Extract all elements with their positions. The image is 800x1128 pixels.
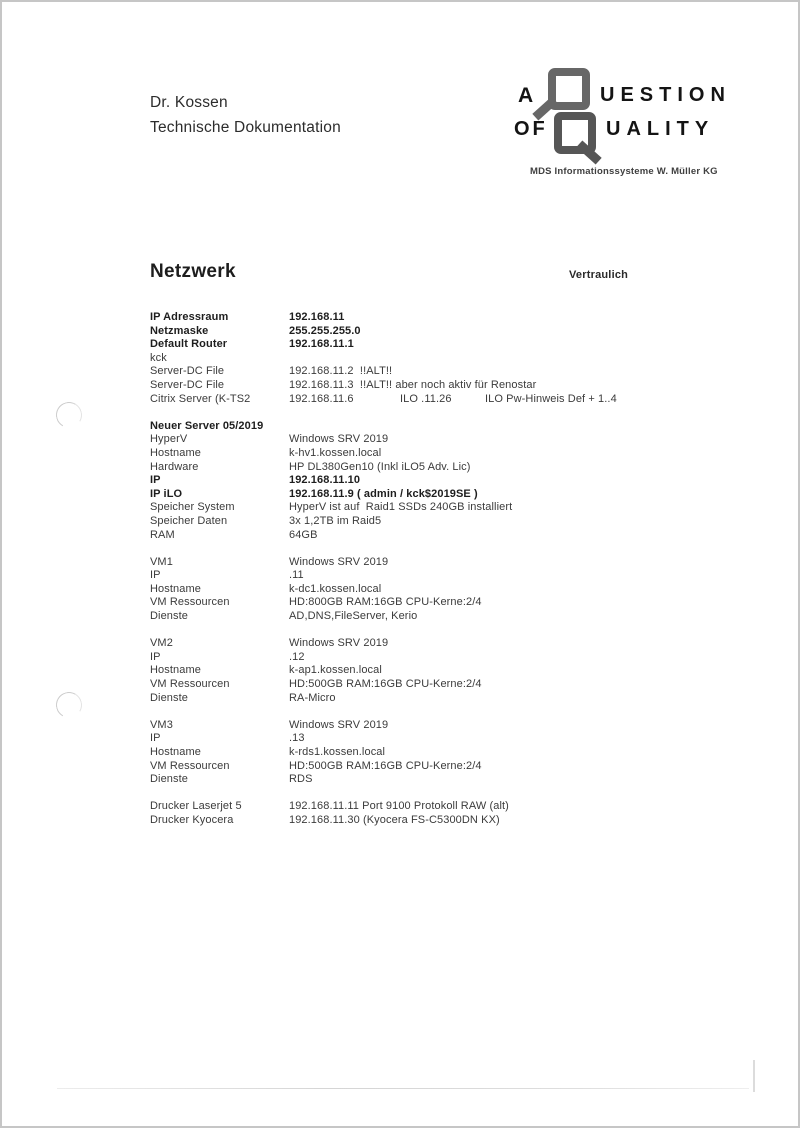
row-label: Dienste: [150, 610, 188, 623]
row-label: VM Ressourcen: [150, 678, 230, 691]
row-value: ILO Pw-Hinweis Def + 1..4: [485, 392, 617, 405]
doc-row: [150, 447, 750, 461]
row-label: VM Ressourcen: [150, 596, 230, 609]
row-value: AD,DNS,FileServer, Kerio: [289, 610, 418, 623]
row-value: 192.168.11.11 Port 9100 Protokoll RAW (alt): [289, 800, 509, 813]
section-vm3: [150, 719, 750, 787]
row-value: HD:800GB RAM:16GB CPU-Kerne:2/4: [289, 596, 482, 609]
row-value: 192.168.11.10: [289, 474, 361, 487]
row-label: Server-DC File: [150, 365, 225, 378]
logo-word-uestion: UESTION: [600, 84, 731, 106]
row-value: 192.168.11.6: [289, 392, 354, 405]
row-value: 192.168.11: [289, 311, 345, 323]
doc-row: [150, 773, 750, 787]
question-of-quality-logo: [514, 68, 749, 178]
row-label: Hostname: [150, 582, 201, 595]
doc-row: [150, 461, 750, 475]
logo-letter-a: A: [518, 84, 534, 107]
row-label: Hostname: [150, 446, 201, 459]
row-value: k-ap1.kossen.local: [289, 664, 382, 677]
row-label: Dienste: [150, 773, 188, 786]
section-drucker: [150, 800, 750, 827]
sender-subtitle: Technische Dokumentation: [150, 119, 341, 136]
doc-row: [150, 583, 750, 597]
doc-row: [150, 596, 750, 610]
row-label: Netzmaske: [150, 324, 209, 337]
row-value: 255.255.255.0: [289, 324, 361, 337]
doc-row: [150, 311, 750, 325]
row-value: HyperV ist auf Raid1 SSDs 240GB installiert: [289, 501, 513, 514]
row-value: Windows SRV 2019: [289, 718, 389, 731]
row-label: Server-DC File: [150, 378, 225, 391]
row-value: k-rds1.kossen.local: [289, 746, 386, 758]
row-label: IP Adressraum: [150, 311, 229, 323]
row-value: .11: [289, 569, 304, 582]
doc-row: [150, 800, 750, 814]
row-label: IP: [150, 732, 161, 745]
row-label: VM1: [150, 555, 173, 568]
doc-row: [150, 501, 750, 515]
document-sections: [150, 311, 750, 841]
row-value: Windows SRV 2019: [289, 637, 389, 650]
row-label: Drucker Kyocera: [150, 813, 234, 826]
company-name: MDS Informationssysteme W. Müller KG: [530, 166, 718, 177]
section-vm2: [150, 637, 750, 705]
row-label: Dienste: [150, 691, 188, 704]
row-label: kck: [150, 351, 167, 364]
row-label: Hardware: [150, 460, 199, 473]
doc-row: [150, 379, 750, 393]
doc-row: [150, 760, 750, 774]
row-label: Speicher System: [150, 501, 235, 514]
row-value: k-hv1.kossen.local: [289, 446, 382, 459]
row-label: HyperV: [150, 433, 188, 446]
row-value: 3x 1,2TB im Raid5: [289, 514, 382, 527]
doc-row: [150, 352, 750, 366]
row-value: RDS: [289, 773, 313, 786]
doc-row: [150, 420, 750, 434]
doc-row: [150, 393, 750, 407]
row-label: Speicher Daten: [150, 514, 228, 527]
punch-hole-mark: [53, 689, 85, 721]
row-label: VM Ressourcen: [150, 759, 230, 772]
row-value: 192.168.11.1: [289, 338, 354, 351]
row-label: VM2: [150, 637, 173, 650]
punch-hole-mark: [53, 399, 85, 431]
doc-row: [150, 515, 750, 529]
confidential-label: Vertraulich: [569, 269, 629, 281]
doc-row: [150, 719, 750, 733]
row-value: HD:500GB RAM:16GB CPU-Kerne:2/4: [289, 759, 482, 772]
scan-artifact-edge: [753, 1060, 755, 1092]
doc-row: [150, 732, 750, 746]
section-network-base: [150, 311, 750, 406]
row-value: HP DL380Gen10 (Inkl iLO5 Adv. Lic): [289, 460, 471, 473]
row-value: 192.168.11.3 !!ALT!! aber noch aktiv für Renostar: [289, 378, 537, 391]
row-label: IP: [150, 474, 161, 487]
doc-row: [150, 529, 750, 543]
row-label: Default Router: [150, 338, 228, 351]
section-neuer-server: [150, 420, 750, 542]
row-value: RA-Micro: [289, 691, 336, 704]
scan-artifact-line: [57, 1088, 749, 1089]
row-label: Citrix Server (K-TS2: [150, 392, 251, 405]
section-heading: Neuer Server 05/2019: [150, 419, 264, 432]
doc-row: [150, 610, 750, 624]
row-value: .12: [289, 650, 305, 663]
row-value: 64GB: [289, 528, 318, 541]
doc-row: [150, 569, 750, 583]
row-value: Windows SRV 2019: [289, 555, 389, 568]
sender-block: [150, 90, 341, 140]
doc-row: [150, 814, 750, 828]
sender-name: Dr. Kossen: [150, 94, 228, 111]
doc-row: [150, 746, 750, 760]
logo-word-of: OF: [514, 118, 548, 140]
doc-row: [150, 556, 750, 570]
doc-row: [150, 433, 750, 447]
section-vm1: [150, 556, 750, 624]
doc-row: [150, 651, 750, 665]
row-label: Drucker Laserjet 5: [150, 800, 242, 813]
doc-row: [150, 338, 750, 352]
doc-row: [150, 637, 750, 651]
page-title: Netzwerk: [150, 261, 236, 282]
row-label: Hostname: [150, 664, 201, 677]
row-value: Windows SRV 2019: [289, 433, 389, 446]
row-label: IP: [150, 650, 161, 663]
doc-row: [150, 664, 750, 678]
row-label: IP iLO: [150, 487, 183, 500]
row-value: k-dc1.kossen.local: [289, 582, 382, 595]
row-label: IP: [150, 569, 161, 582]
doc-row: [150, 678, 750, 692]
doc-row: [150, 365, 750, 379]
row-value: .13: [289, 732, 305, 745]
doc-row: [150, 692, 750, 706]
row-value: 192.168.11.30 (Kyocera FS-C5300DN KX): [289, 813, 500, 826]
doc-row: [150, 474, 750, 488]
logo-word-uality: UALITY: [606, 118, 715, 140]
row-label: RAM: [150, 528, 175, 541]
row-value: HD:500GB RAM:16GB CPU-Kerne:2/4: [289, 678, 482, 691]
row-value: ILO .11.26: [400, 392, 452, 405]
doc-row: [150, 488, 750, 502]
row-value: 192.168.11.2 !!ALT!!: [289, 365, 393, 378]
row-label: Hostname: [150, 746, 201, 758]
doc-row: [150, 325, 750, 339]
row-label: VM3: [150, 718, 173, 731]
row-value: 192.168.11.9 ( admin / kck$2019SE ): [289, 487, 478, 500]
